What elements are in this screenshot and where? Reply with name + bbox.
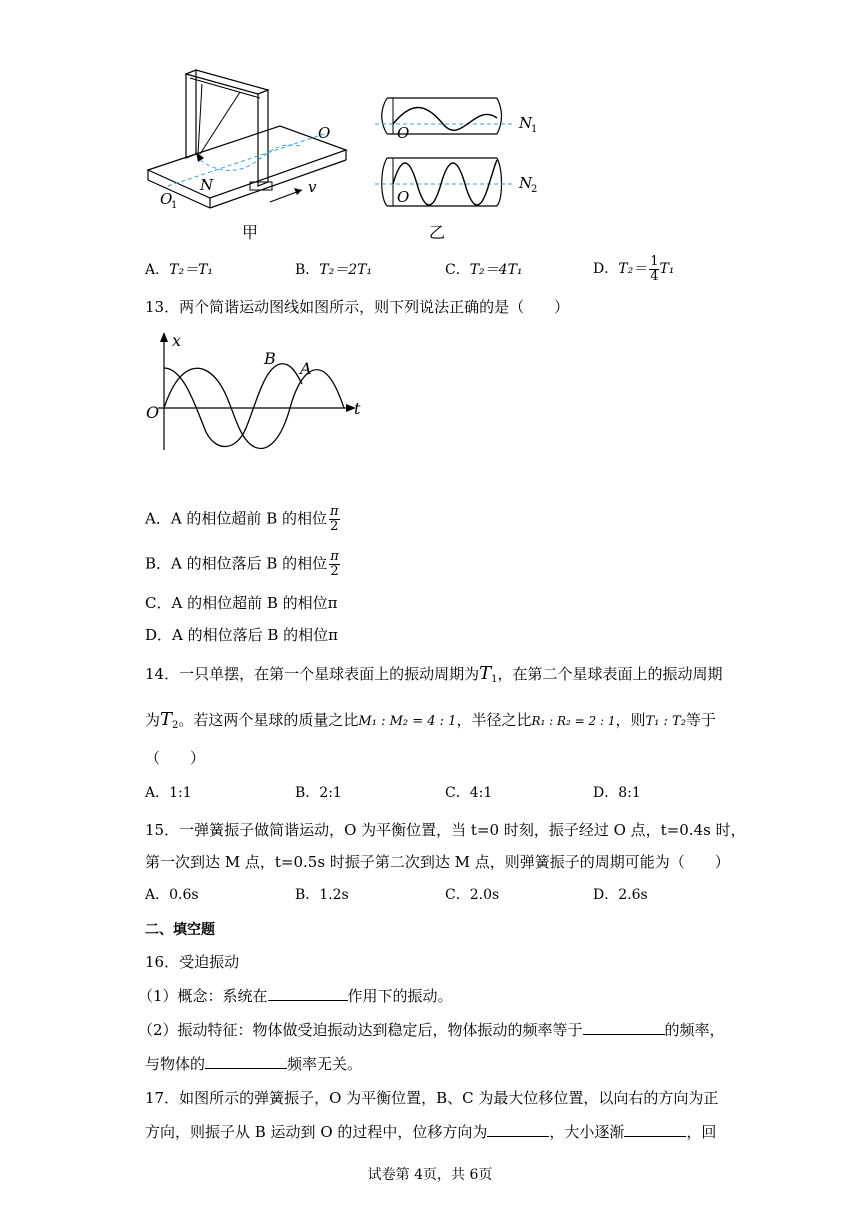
q15-option-b: B．1.2s — [295, 887, 349, 903]
q12-option-a-text: T₂＝T₁ — [169, 262, 214, 278]
label-v: v — [308, 178, 317, 196]
symbol-t1-sub: 1 — [491, 674, 498, 685]
symbol-t1: T — [479, 663, 492, 684]
q15-line1: 15．一弹簧振子做简谐运动，O 为平衡位置，当 t=0 时刻，振子经过 O 点，t=0.4s 时， — [145, 821, 746, 839]
caption-yi: 乙 — [429, 223, 446, 242]
q14-line2-c: ，则 — [615, 711, 646, 729]
label-o: O — [318, 124, 331, 142]
label-n: N — [200, 176, 214, 194]
q14-line2-d: 等于 — [685, 711, 716, 729]
q16-p2-pre: （2）振动特征：物体做受迫振动达到稳定后，物体振动的频率等于 — [138, 1021, 583, 1039]
q14-line2-pre: 为 — [145, 711, 161, 729]
section-title-fill-in: 二、填空题 — [145, 922, 215, 938]
q12-option-d-post: T₁ — [659, 261, 675, 277]
q13-option-a — [145, 505, 340, 534]
q12-option-d — [593, 254, 674, 284]
q13-option-b-text: B．A 的相位落后 B 的相位 — [145, 554, 328, 573]
mass-ratio: M₁ : M₂ = 4 : 1 — [358, 714, 457, 729]
q15-option-d: D．2.6s — [593, 887, 648, 903]
q13-option-a-text: A．A 的相位超前 B 的相位 — [145, 509, 327, 528]
answer-blank[interactable] — [583, 1020, 665, 1035]
answer-blank[interactable] — [205, 1054, 287, 1069]
fraction-denominator: 2 — [330, 564, 339, 579]
label-o-bottom: O — [397, 188, 410, 206]
q14-line1-pre: 14．一只单摆，在第一个星球表面上的振动周期为 — [145, 665, 480, 683]
graph-x-label: x — [172, 331, 182, 350]
q16-p3-post: 频率无关。 — [287, 1055, 363, 1073]
q17-line1: 17．如图所示的弹簧振子，O 为平衡位置，B、C 为最大位移位置，以向右的方向为正 — [145, 1089, 719, 1107]
caption-jia: 甲 — [242, 223, 259, 242]
label-n2: N — [519, 174, 533, 192]
q12-option-b — [295, 260, 372, 280]
graph-curve-b-label: B — [264, 349, 276, 368]
q12-option-b-label: B． — [295, 262, 320, 278]
answer-blank[interactable] — [487, 1122, 549, 1137]
q16-p2 — [138, 1020, 725, 1040]
label-o1: O — [160, 190, 173, 208]
q13-stem: 13．两个简谐运动图线如图所示，则下列说法正确的是（ ） — [145, 298, 570, 316]
q12-option-b-text: T₂＝2T₁ — [319, 262, 373, 278]
graph-origin-label: O — [146, 403, 160, 422]
symbol-t2-sub: 2 — [172, 720, 179, 731]
q16-p2-post: 的频率， — [664, 1021, 725, 1039]
q14-option-b: B．2:1 — [295, 785, 342, 801]
label-o1-sub: 1 — [171, 200, 178, 211]
q15-option-c: C．2.0s — [445, 887, 500, 903]
q17-line2-mid: ，大小逐渐 — [549, 1123, 625, 1141]
q15-line2: 第一次到达 M 点，t=0.5s 时振子第二次到达 M 点，则弹簧振子的周期可能为（ ） — [145, 853, 730, 871]
q17-line2 — [145, 1122, 716, 1142]
q12-option-a-label: A． — [145, 262, 170, 278]
period-ratio: T₁ : T₂ — [645, 714, 686, 729]
radius-ratio: R₁ : R₂ = 2 : 1 — [531, 714, 616, 728]
q14-line2-a: 。若这两个星球的质量之比 — [178, 711, 359, 729]
fraction-denominator: 2 — [330, 519, 339, 534]
q14-option-c: C．4:1 — [445, 785, 493, 801]
fraction-denominator: 4 — [650, 268, 659, 284]
label-n2-sub: 2 — [531, 184, 538, 195]
q14-line2 — [145, 710, 716, 736]
answer-blank[interactable] — [624, 1122, 686, 1137]
q13-option-a-fraction — [329, 505, 340, 534]
q14-line2-b: ，半径之比 — [456, 711, 532, 729]
q16-p3-pre: 与物体的 — [145, 1055, 206, 1073]
q12-option-a — [145, 260, 213, 280]
q13-option-b-fraction — [329, 550, 340, 579]
page-footer: 试卷第 4页，共 6页 — [367, 1167, 493, 1183]
figure-yi — [375, 88, 550, 243]
graph-t-label: t — [354, 399, 361, 418]
q17-line2-post: ，回 — [686, 1123, 717, 1141]
q15-option-a: A．0.6s — [145, 887, 199, 903]
label-n1-sub: 1 — [531, 124, 538, 135]
graph-curve-a-label: A — [300, 359, 312, 378]
q12-option-d-fraction — [649, 255, 659, 284]
q14-line1 — [145, 664, 723, 690]
q14-line1-mid: ，在第二个星球表面上的振动周期 — [497, 665, 723, 683]
q12-option-c — [445, 260, 523, 280]
symbol-t2: T — [160, 709, 173, 730]
q16-p3 — [145, 1054, 362, 1074]
q14-option-a: A．1:1 — [145, 785, 192, 801]
q17-line2-pre: 方向，则振子从 B 运动到 O 的过程中，位移方向为 — [145, 1123, 488, 1141]
q12-option-d-pre: T₂＝ — [618, 261, 648, 277]
answer-blank[interactable] — [268, 986, 348, 1001]
label-n1: N — [519, 114, 533, 132]
q16-p1 — [138, 986, 453, 1006]
q14-option-d: D．8:1 — [593, 785, 641, 801]
q13-option-d: D．A 的相位落后 B 的相位π — [145, 626, 339, 644]
fraction-numerator: 1 — [650, 253, 659, 269]
q13-option-b — [145, 550, 340, 579]
fraction-numerator: π — [330, 549, 339, 564]
q16-title: 16．受迫振动 — [145, 953, 240, 971]
q12-option-d-label: D． — [593, 261, 619, 277]
q14-line3: （ ） — [145, 749, 206, 767]
fraction-numerator: π — [330, 504, 339, 519]
figure-jia — [140, 62, 360, 242]
q12-option-c-text: T₂＝4T₁ — [469, 262, 523, 278]
q16-p1-pre: （1）概念：系统在 — [138, 987, 268, 1005]
q13-graph — [140, 328, 370, 458]
label-o-top: O — [397, 124, 410, 142]
q13-option-c: C．A 的相位超前 B 的相位π — [145, 594, 338, 612]
q12-option-c-label: C． — [445, 262, 470, 278]
q16-p1-post: 作用下的振动。 — [347, 987, 453, 1005]
